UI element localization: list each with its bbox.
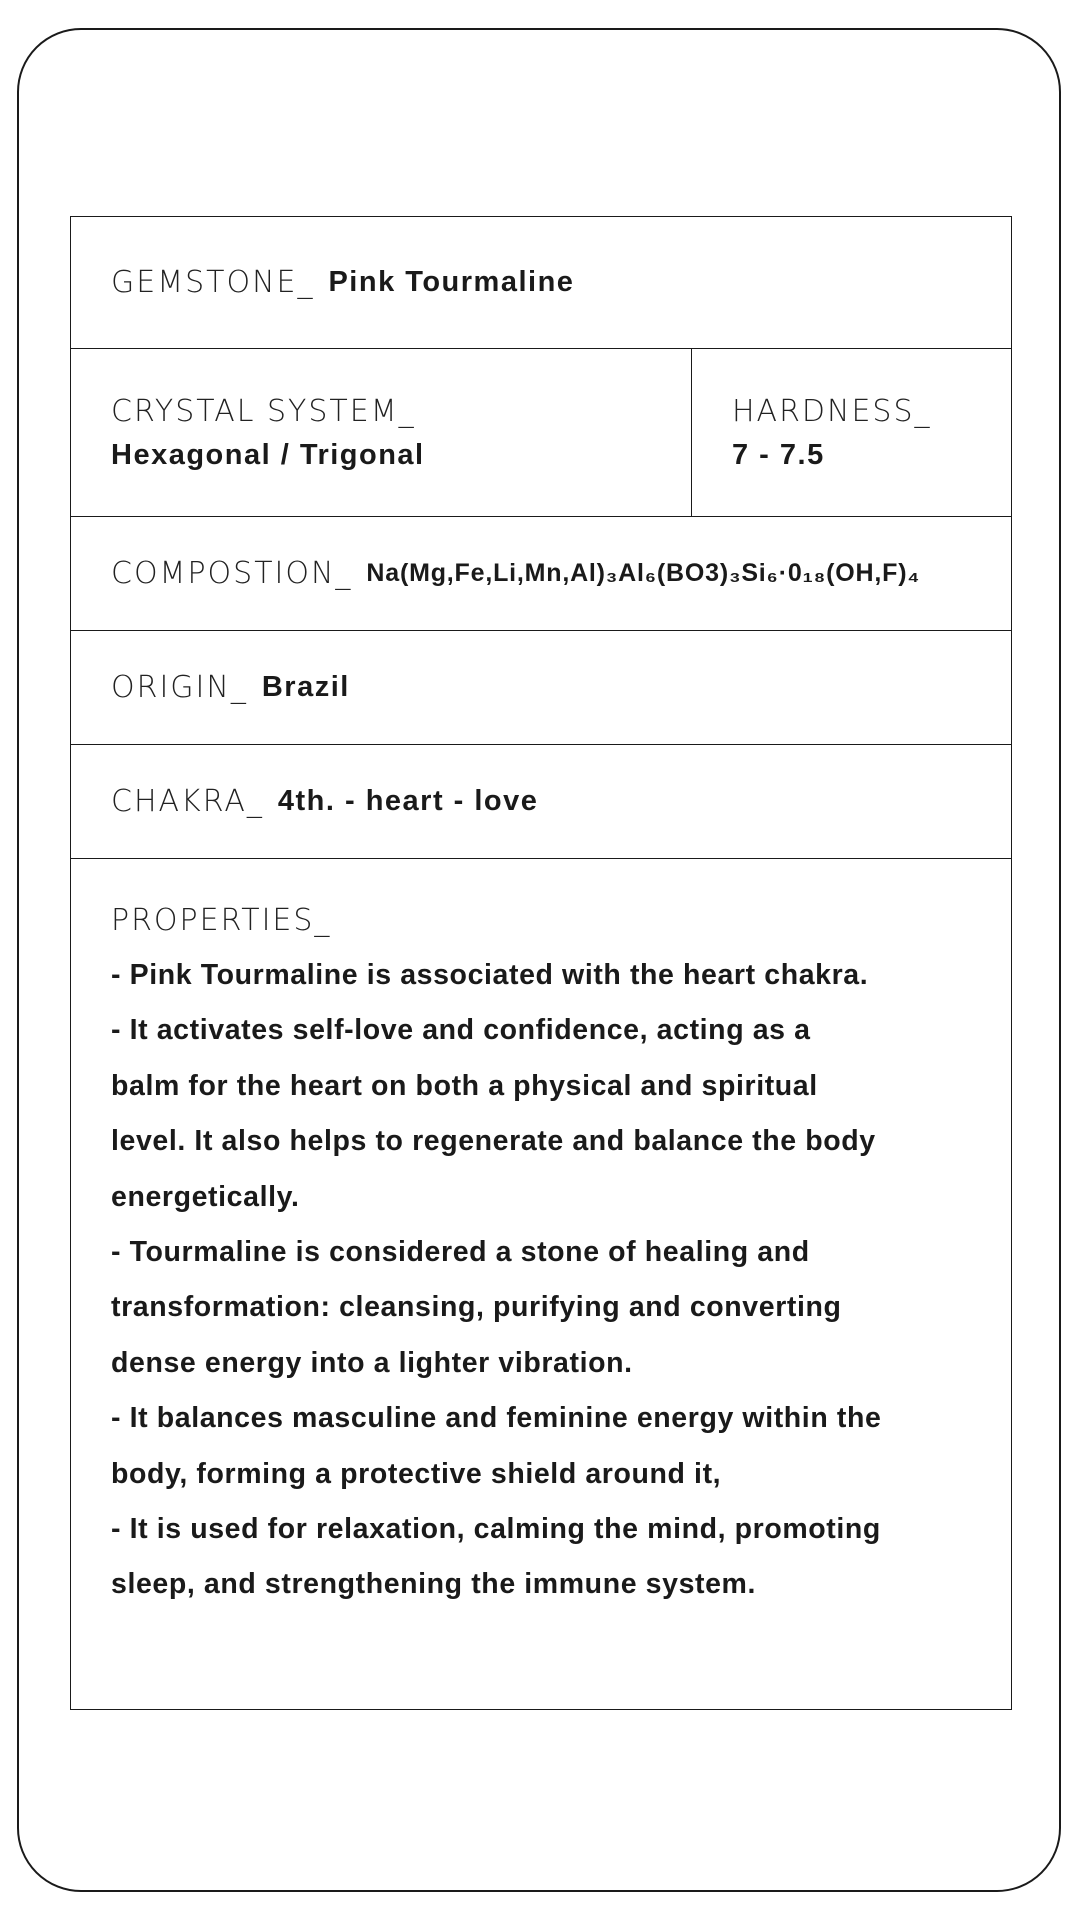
properties-line: sleep, and strengthening the immune system. — [111, 1568, 757, 1601]
properties-line: - Tourmaline is considered a stone of healing and — [111, 1236, 810, 1269]
gemstone-value: Pink Tourmaline — [328, 266, 575, 298]
chakra-row — [71, 745, 1011, 859]
gemstone-label: GEMSTONE_ — [111, 265, 315, 300]
properties-line: - It activates self-love and confidence, acting as a — [111, 1014, 811, 1047]
properties-line: - It balances masculine and feminine energy within the — [111, 1402, 882, 1435]
properties-line: body, forming a protective shield around it, — [111, 1457, 722, 1490]
properties-line: dense energy into a lighter vibration. — [111, 1346, 633, 1379]
composition-value: Na(Mg,Fe,Li,Mn,Al)₃Al₆(BO3)₃Si₆·0₁₈(OH,F)₄ — [366, 559, 921, 587]
properties-line: energetically. — [111, 1180, 300, 1213]
crystal-system-label: CRYSTAL SYSTEM_ — [111, 393, 416, 429]
crystal-system-cell — [71, 349, 692, 516]
properties-line: balm for the heart on both a physical and spiritual — [111, 1069, 818, 1102]
composition-label: COMPOSTION_ — [111, 556, 353, 591]
properties-text — [111, 948, 975, 1613]
origin-label: ORIGIN_ — [111, 670, 248, 705]
properties-line: - Pink Tourmaline is associated with the heart chakra. — [111, 959, 869, 991]
crystal-system-value: Hexagonal / Trigonal — [111, 438, 425, 471]
hardness-label: HARDNESS_ — [732, 393, 932, 429]
composition-row — [71, 517, 1011, 631]
properties-label: PROPERTIES_ — [111, 903, 332, 938]
gemstone-info-table — [70, 216, 1012, 1710]
properties-line: level. It also helps to regenerate and balance the body — [111, 1125, 876, 1158]
properties-line: - It is used for relaxation, calming the mind, promoting — [111, 1513, 881, 1546]
origin-value: Brazil — [261, 671, 350, 703]
origin-row — [71, 631, 1011, 745]
chakra-value: 4th. - heart - love — [277, 785, 539, 817]
properties-row — [71, 859, 1011, 1709]
properties-line: transformation: cleansing, purifying and converting — [111, 1291, 842, 1324]
gemstone-row — [71, 217, 1011, 349]
hardness-cell — [692, 349, 1011, 516]
hardness-value: 7 - 7.5 — [732, 438, 825, 471]
crystal-hardness-row — [71, 349, 1011, 517]
chakra-label: CHAKRA_ — [111, 784, 264, 819]
